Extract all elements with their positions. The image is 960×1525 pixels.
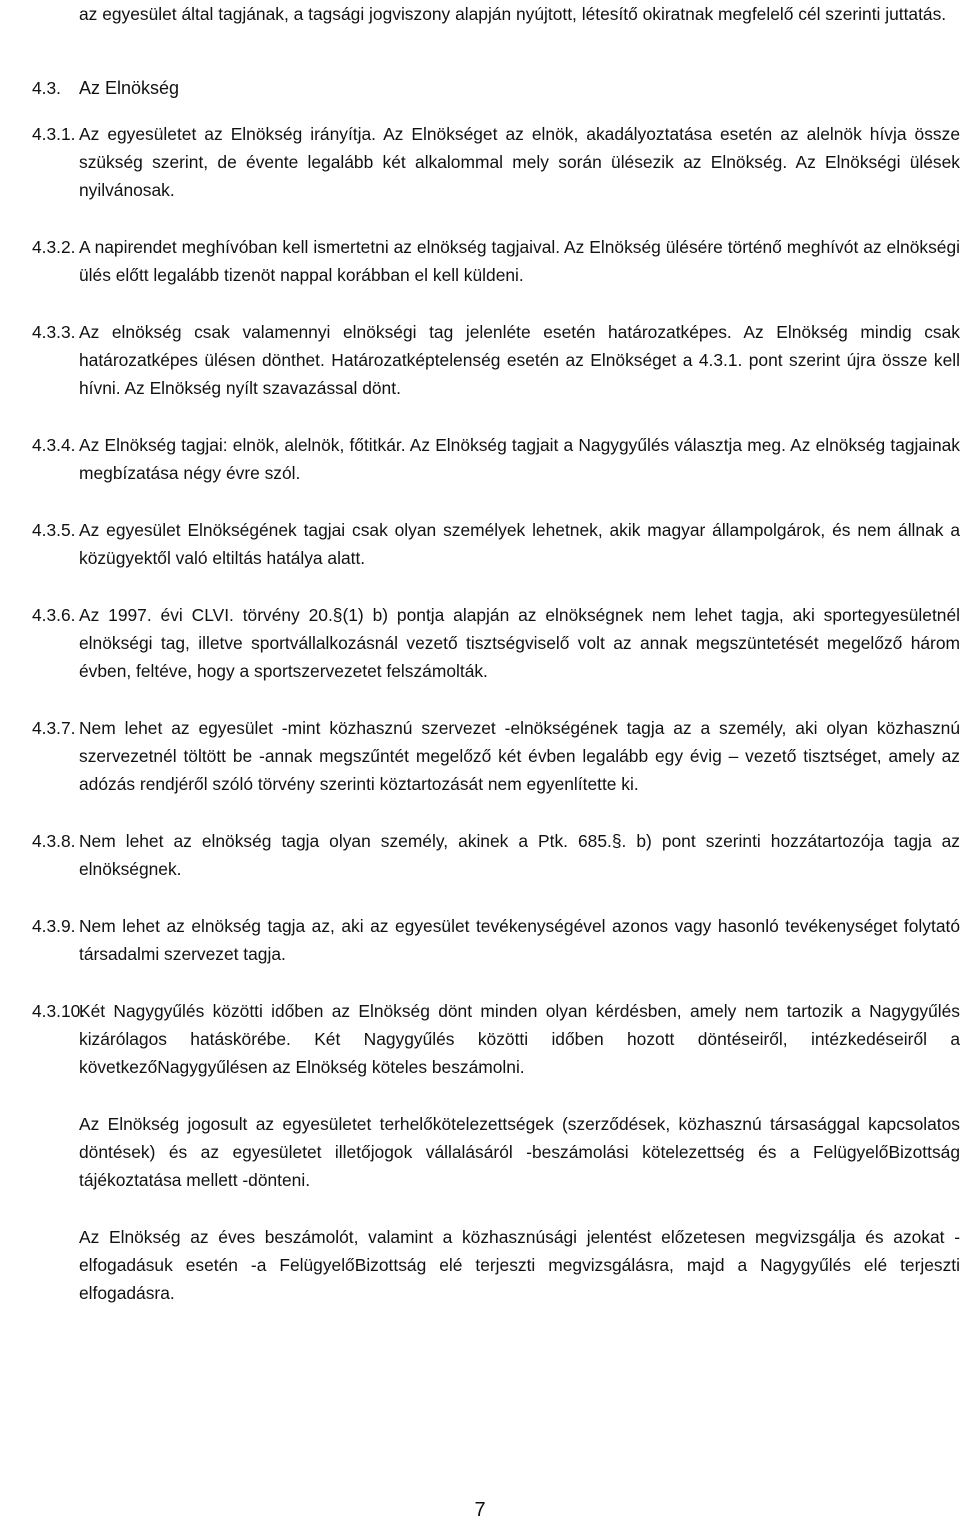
list-item-4-3-3 (32, 318, 960, 402)
section-title: Az Elnökség (79, 78, 180, 98)
list-item-4-3-7 (32, 714, 960, 798)
list-item-4-3-4 (32, 431, 960, 487)
document-body (32, 0, 960, 1307)
item-text: Az egyesületet az Elnökség irányítja. Az Elnökséget az elnök, akadályoztatása esetén az alelnök hívja össze szükség szerint, de évente legalább két alkalommal mely során ülésezik az Elnökség. Az Elnökségi ülések nyilvánosak. (79, 124, 960, 200)
item-text: Az egyesület Elnökségének tagjai csak olyan személyek lehetnek, akik magyar állampolgárok, és nem állnak a közügyektől való eltiltás hatálya alatt. (79, 520, 960, 568)
paragraph-annual-report: Az Elnökség az éves beszámolót, valamint a közhasznúsági jelentést előzetesen megvizsgálja és azokat -elfogadásuk esetén -a FelügyelőBizottság elé terjeszti megvizsgálásra, majd a Nagygyűlés elé terjeszti elfogadásra. (79, 1227, 960, 1303)
item-text: Az elnökség csak valamennyi elnökségi tag jelenléte esetén határozatképes. Az Elnökség mindig csak határozatképes ülésen dönthet. Határozatképtelenség esetén az Elnökséget a 4.3.1. pont szerint újra össze kell hívni. Az Elnökség nyílt szavazással dönt. (79, 322, 960, 398)
list-item-4-3-10 (32, 997, 960, 1081)
list-item-4-3-5 (32, 516, 960, 572)
item-text: Nem lehet az egyesület -mint közhasznú szervezet -elnökségének tagja az a személy, aki olyan közhasznú szervezetnél töltött be -annak megszűntét megelőző két évben legalább egy évig – vezető tisztséget, amely az adózás rendjéről szóló törvény szerinti köztartozását nem egyenlítette ki. (79, 718, 960, 794)
item-text: Nem lehet az elnökség tagja olyan személy, akinek a Ptk. 685.§. b) pont szerinti hozzátartozója tagja az elnökségnek. (79, 831, 960, 879)
list-item-4-3-6 (32, 601, 960, 685)
item-text: Nem lehet az elnökség tagja az, aki az egyesület tevékenységével azonos vagy hasonló tevékenységet folytató társadalmi szervezet tagja. (79, 916, 960, 964)
item-number: 4.3.3. (32, 322, 76, 342)
section-number: 4.3. (32, 78, 62, 98)
page-number: 7 (474, 1499, 486, 1521)
list-item-4-3-1 (32, 120, 960, 204)
item-number: 4.3.7. (32, 718, 76, 738)
item-text: Két Nagygyűlés közötti időben az Elnökség dönt minden olyan kérdésben, amely nem tartozik a Nagygyűlés kizárólagos hatáskörébe. Két Nagygyűlés közötti időben hozott döntéseiről, intézkedéseiről a következőNagygyűlésen az Elnökség köteles beszámolni. (79, 1001, 960, 1077)
item-number: 4.3.8. (32, 831, 76, 851)
intro-paragraph: az egyesület által tagjának, a tagsági jogviszony alapján nyújtott, létesítő okiratnak megfelelő cél szerinti juttatás. (79, 4, 947, 24)
list-item-4-3-9 (32, 912, 960, 968)
item-number: 4.3.4. (32, 435, 76, 455)
list-item-4-3-8 (32, 827, 960, 883)
item-number: 4.3.6. (32, 605, 76, 625)
item-text: Az 1997. évi CLVI. törvény 20.§(1) b) pontja alapján az elnökségnek nem lehet tagja, aki sportegyesületnél elnökségi tag, illetve sportvállalkozásnál vezető tisztségviselő volt az annak megszüntetését megelőző három évben, feltéve, hogy a sportszervezetet felszámolták. (79, 605, 960, 681)
paragraph-obligations: Az Elnökség jogosult az egyesületet terhelőkötelezettségek (szerződések, közhasznú társasággal kapcsolatos döntések) és az egyesületet illetőjogok vállalásáról -beszámolási kötelezettség és a FelügyelőBizottság tájékoztatása mellett -dönteni. (79, 1114, 960, 1190)
item-number: 4.3.1. (32, 124, 76, 144)
item-number: 4.3.2. (32, 237, 76, 257)
item-number: 4.3.10. (32, 1001, 86, 1021)
item-number: 4.3.9. (32, 916, 76, 936)
list-item-4-3-2 (32, 233, 960, 289)
section-heading (32, 74, 960, 102)
item-text: Az Elnökség tagjai: elnök, alelnök, főtitkár. Az Elnökség tagjait a Nagygyűlés választja meg. Az elnökség tagjainak megbízatása négy évre szól. (79, 435, 960, 483)
item-number: 4.3.5. (32, 520, 76, 540)
item-text: A napirendet meghívóban kell ismertetni az elnökség tagjaival. Az Elnökség ülésére történő meghívót az elnökségi ülés előtt legalább tizenöt nappal korábban el kell küldeni. (79, 237, 960, 285)
